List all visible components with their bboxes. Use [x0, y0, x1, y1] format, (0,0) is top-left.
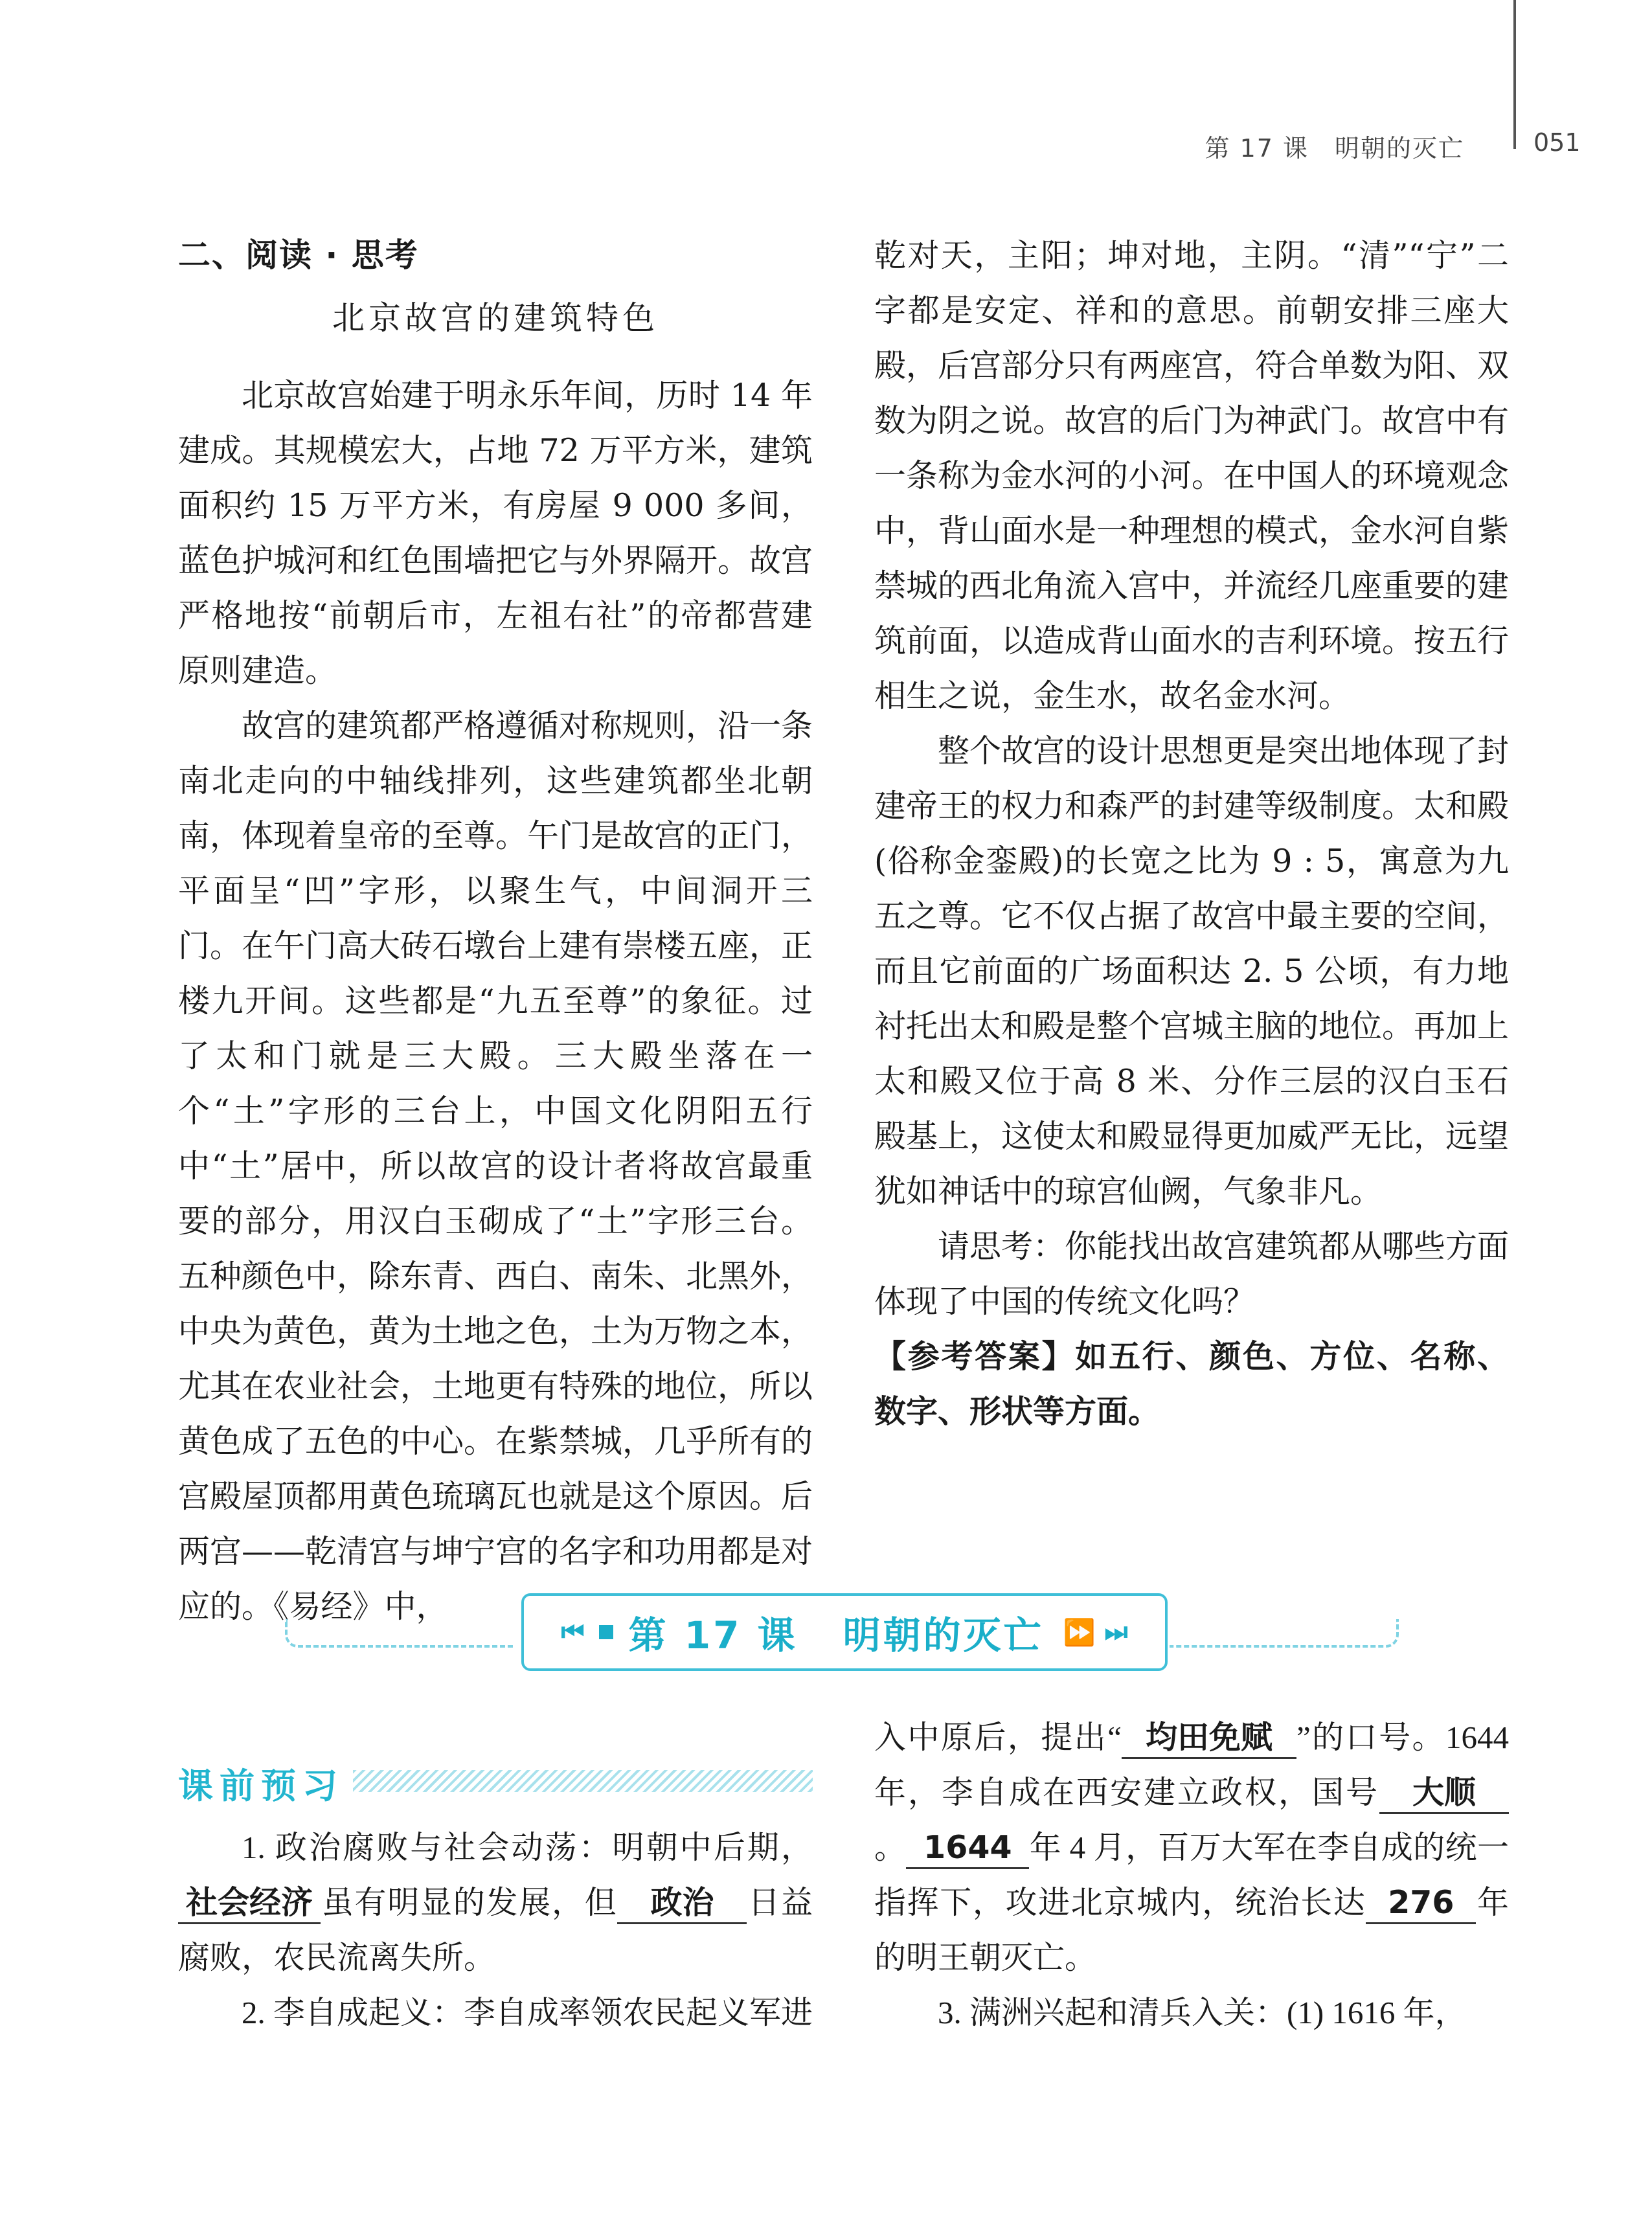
preview-heading: [178, 1758, 813, 1804]
preview-item-1: 1. 政治腐败与社会动荡：明朝中后期，社会经济 虽有明显的发展，但 政治 日益腐败，农民流离失所。: [178, 1830, 813, 1975]
article-title: 北京故宫的建筑特色: [332, 299, 659, 337]
answer-blank: 1644: [906, 1828, 1029, 1869]
reading-right-column: [874, 228, 1509, 1439]
paragraph: 乾对天，主阳；坤对地，主阴。“清”“宁”二字都是安定、祥和的意思。前朝安排三座大殿，后宫部分只有两座宫，符合单数为阳、双数为阴之说。故宫的后门为神武门。故宫中有一条称为金水河的小河。在中国人的环境观念中，背山面水是一种理想的模式，金水河自紫禁城的西北角流入宫中，并流经几座重要的建筑前面，以造成背山面水的吉利环境。按五行相生之说，金生水，故名金水河。: [874, 237, 1510, 714]
preview-item-2: 2. 李自成起义：李自成率领农民起义军进: [242, 1995, 813, 2030]
answer-blank: 均田免赋: [1122, 1718, 1296, 1759]
fast-forward-icon: ⏩: [1063, 1617, 1096, 1648]
square-bullet-icon: [599, 1625, 613, 1639]
page-number: 051: [1533, 128, 1581, 157]
preview-left-column: [178, 1820, 813, 2040]
heading-hatch-decoration: [353, 1770, 813, 1792]
reference-answer: [874, 1329, 1509, 1439]
answer-label: 【参考答案】: [874, 1338, 1076, 1375]
paragraph: 故宫的建筑都严格遵循对称规则，沿一条南北走向的中轴线排列，这些建筑都坐北朝南，体现着皇帝的至尊。午门是故宫的正门，平面呈“凹”字形，以聚生气，中间洞开三门。在午门高大砖石墩台上建有崇楼五座，正楼九开间。这些都是“九五至尊”的象征。过了太和门就是三大殿。三大殿坐落在一个“土”字形的三台上，中国文化阴阳五行中“土”居中，所以故宫的设计者将故宫最重要的部分，用汉白玉砌成了“土”字形三台。五种颜色中，除东青、西白、南朱、北黑外，中央为黄色，黄为土地之色，土为万物之本，尤其在农业社会，土地更有特殊的地位，所以黄色成了五色的中心。在紫禁城，几乎所有的宫殿屋顶都用黄色琉璃瓦也就是这个原因。后两宫——乾清宫与坤宁宫的名字和功用都是对应的。《易经》中，: [178, 707, 813, 1625]
reading-left-column: [178, 228, 813, 1634]
skip-back-icon: ⏮: [561, 1617, 585, 1647]
preview-right-column: [874, 1710, 1509, 2040]
preview-item-3: 3. 满洲兴起和清兵入关：(1) 1616 年，: [938, 1995, 1467, 2030]
answer-blank: 政治: [617, 1883, 747, 1924]
header-divider: [1513, 0, 1516, 149]
answer-blank: 大顺: [1379, 1773, 1509, 1814]
preview-heading-text: 课前预习: [178, 1766, 344, 1806]
section-heading: 二、阅读 · 思考: [178, 236, 419, 274]
banner-dashed-line-left: [285, 1619, 514, 1648]
running-head: 第 17 课 明朝的灭亡: [1205, 134, 1464, 163]
paragraph: 整个故宫的设计思想更是突出地体现了封建帝王的权力和森严的封建等级制度。太和殿(俗称金銮殿)的长宽之比为 9 : 5，寓意为九五之尊。它不仅占据了故宫中最主要的空间，而且它前面的广场面积达 2. 5 公顷，有力地衬托出太和殿是整个宫城主脑的地位。再加上太和殿又位于高 8 米、分作三层的汉白玉石殿基上，这使太和殿显得更加威严无比，远望犹如神话中的琼宫仙阙，气象非凡。: [874, 733, 1510, 1210]
paragraph: 北京故宫始建于明永乐年间，历时 14 年建成。其规模宏大，占地 72 万平方米，建筑面积约 15 万平方米，有房屋 9 000 多间，蓝色护城河和红色围墙把它与外界隔开。故宫严格地按“前朝后市，左祖右社”的帝都营建原则建造。: [178, 377, 813, 689]
banner-dashed-line-right: [1170, 1619, 1399, 1648]
lesson-number: 第 17 课: [628, 1613, 798, 1657]
answer-blank: 社会经济: [178, 1883, 321, 1924]
lesson-banner: [285, 1584, 1399, 1681]
preview-item-2-cont: 入中原后，提出“ 均田免赋 ”的口号。1644 年，李自成在西安建立政权，国号 大顺。 1644 年 4 月，百万大军在李自成的统一指挥下，攻进北京城内，统治长达 276 年的明王朝灭亡。: [874, 1719, 1510, 1975]
answer-blank: 276: [1366, 1883, 1476, 1924]
skip-forward-icon: ⏭: [1104, 1617, 1128, 1647]
answer-text: 如五行、颜色、方位、名称、数字、形状等方面。: [874, 1338, 1509, 1430]
question: 请思考：你能找出故宫建筑都从哪些方面体现了中国的传统文化吗？: [874, 1228, 1510, 1320]
lesson-title-box: [521, 1593, 1168, 1671]
lesson-name: 明朝的灭亡: [843, 1613, 1044, 1657]
